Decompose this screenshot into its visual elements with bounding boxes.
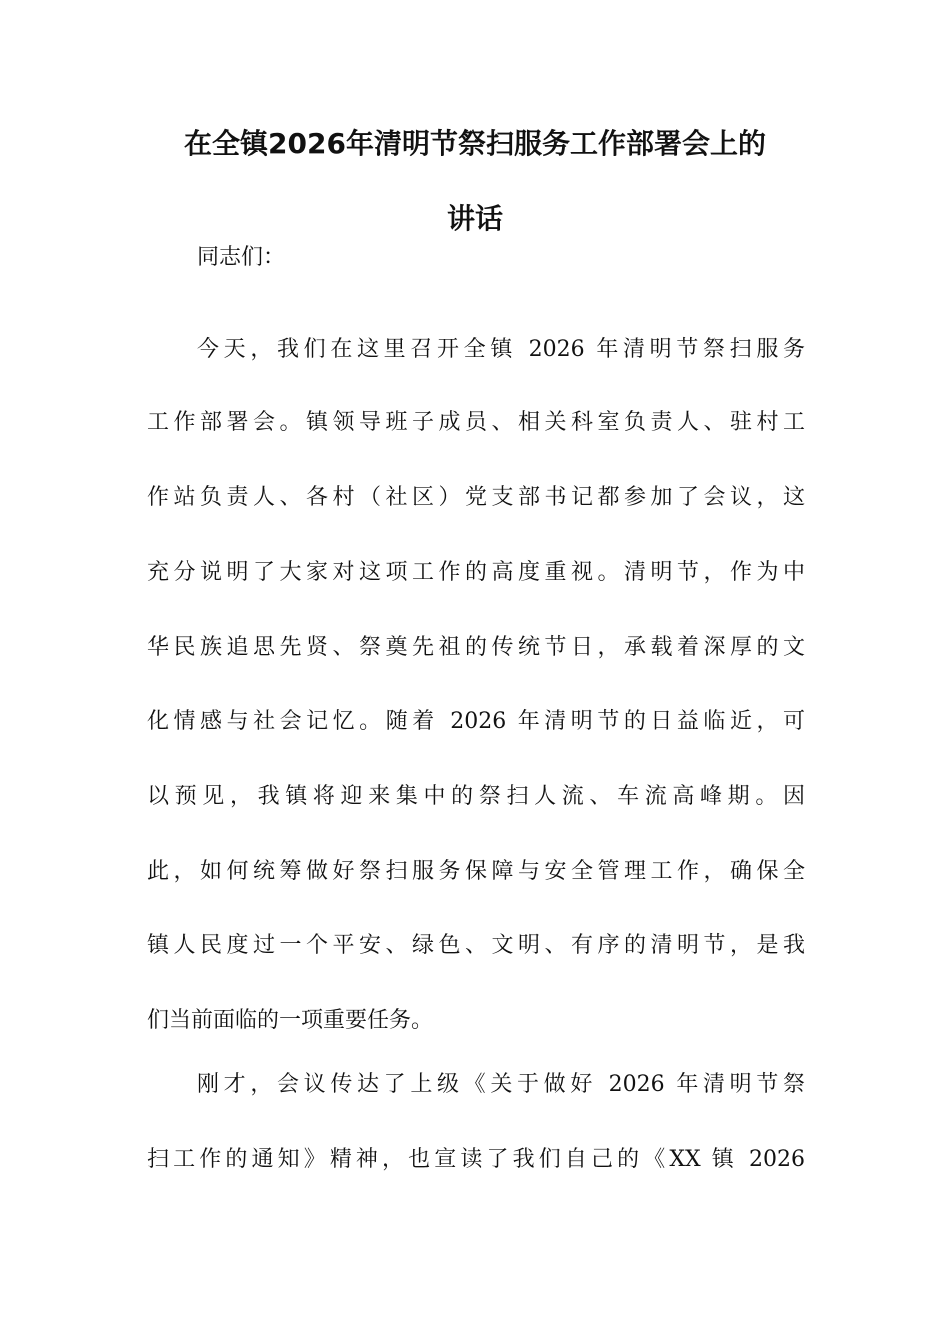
document-title-line-1: 在全镇2026年清明节祭扫服务工作部署会上的 bbox=[184, 127, 766, 160]
paragraph-line: 扫工作的通知》精神，也宣读了我们自己的《XX 镇 2026 bbox=[147, 1147, 805, 1172]
document-title-line-2: 讲话 bbox=[446, 202, 503, 235]
paragraph-line: 镇人民度过一个平安、绿色、文明、有序的清明节，是我 bbox=[147, 933, 805, 958]
paragraph-line: 此，如何统筹做好祭扫服务保障与安全管理工作，确保全 bbox=[147, 859, 805, 884]
paragraph-line: 今天，我们在这里召开全镇 2026 年清明节祭扫服务 bbox=[197, 337, 805, 362]
paragraph-line: 华民族追思先贤、祭奠先祖的传统节日，承载着深厚的文 bbox=[147, 635, 805, 660]
salutation: 同志们： bbox=[197, 245, 286, 270]
paragraph-line: 刚才，会议传达了上级《关于做好 2026 年清明节祭 bbox=[197, 1072, 805, 1097]
paragraph-line: 作站负责人、各村（社区）党支部书记都参加了会议，这 bbox=[147, 485, 805, 510]
paragraph-line: 们当前面临的一项重要任务。 bbox=[147, 1008, 434, 1033]
paragraph-line: 化情感与社会记忆。随着 2026 年清明节的日益临近，可 bbox=[147, 709, 805, 734]
paragraph-line: 以预见，我镇将迎来集中的祭扫人流、车流高峰期。因 bbox=[147, 784, 805, 809]
paragraph-line: 工作部署会。镇领导班子成员、相关科室负责人、驻村工 bbox=[147, 410, 805, 435]
paragraph-line: 充分说明了大家对这项工作的高度重视。清明节，作为中 bbox=[147, 560, 805, 585]
